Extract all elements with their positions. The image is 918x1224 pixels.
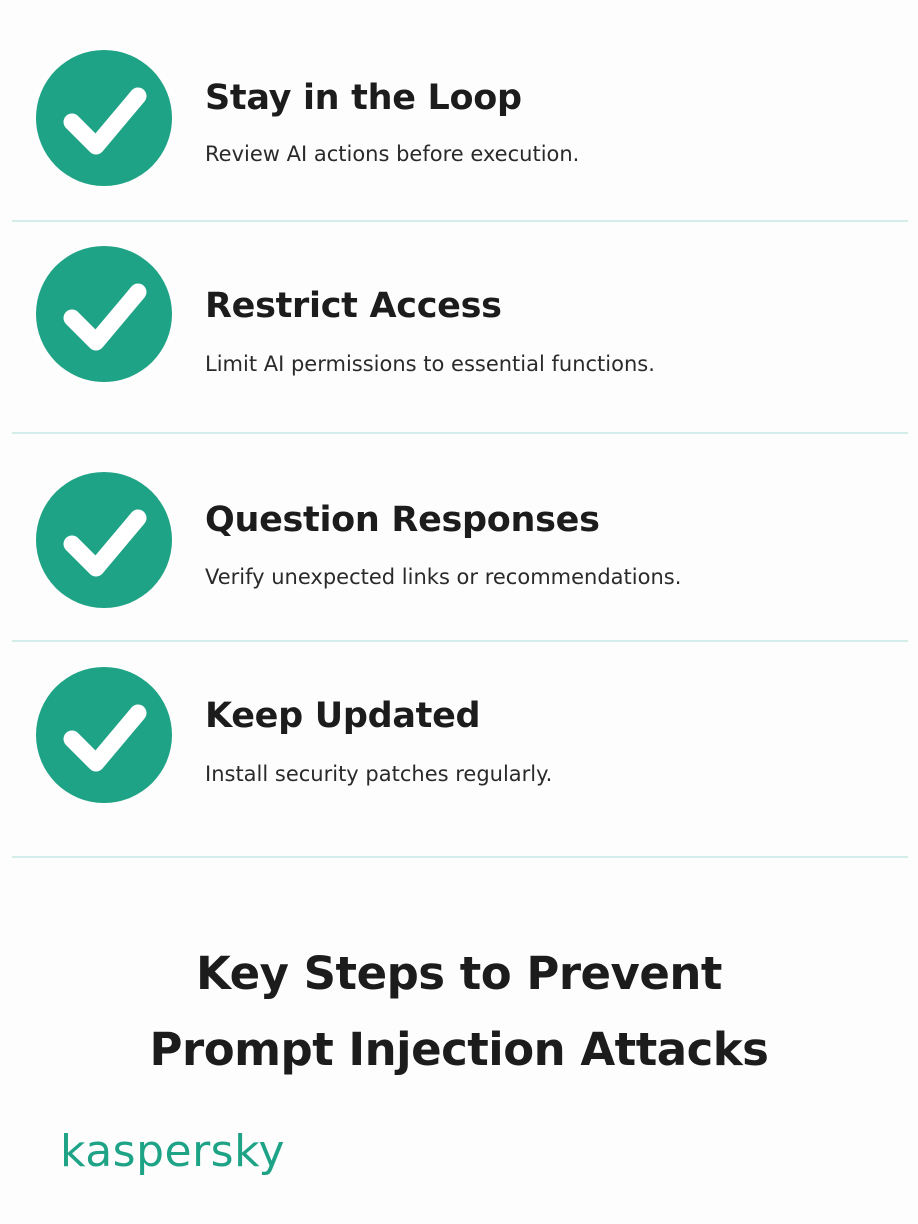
kaspersky-logo: kaspersky [60, 1126, 286, 1177]
step-description: Review AI actions before execution. [205, 142, 580, 166]
divider [12, 856, 908, 858]
check-circle-icon [36, 50, 172, 186]
step-description: Limit AI permissions to essential functions. [205, 352, 655, 376]
divider [12, 220, 908, 222]
page-heading [0, 936, 918, 1088]
step-title: Stay in the Loop [205, 78, 522, 118]
step-title: Question Responses [205, 500, 600, 540]
divider [12, 432, 908, 434]
divider [12, 640, 908, 642]
step-title: Keep Updated [205, 696, 481, 736]
heading-line-2: Prompt Injection Attacks [149, 1023, 769, 1076]
step-title: Restrict Access [205, 286, 502, 326]
heading-line-1: Key Steps to Prevent [196, 947, 722, 1000]
step-description: Install security patches regularly. [205, 762, 553, 786]
check-circle-icon [36, 667, 172, 803]
check-circle-icon [36, 472, 172, 608]
check-circle-icon [36, 246, 172, 382]
step-description: Verify unexpected links or recommendations. [205, 565, 682, 589]
